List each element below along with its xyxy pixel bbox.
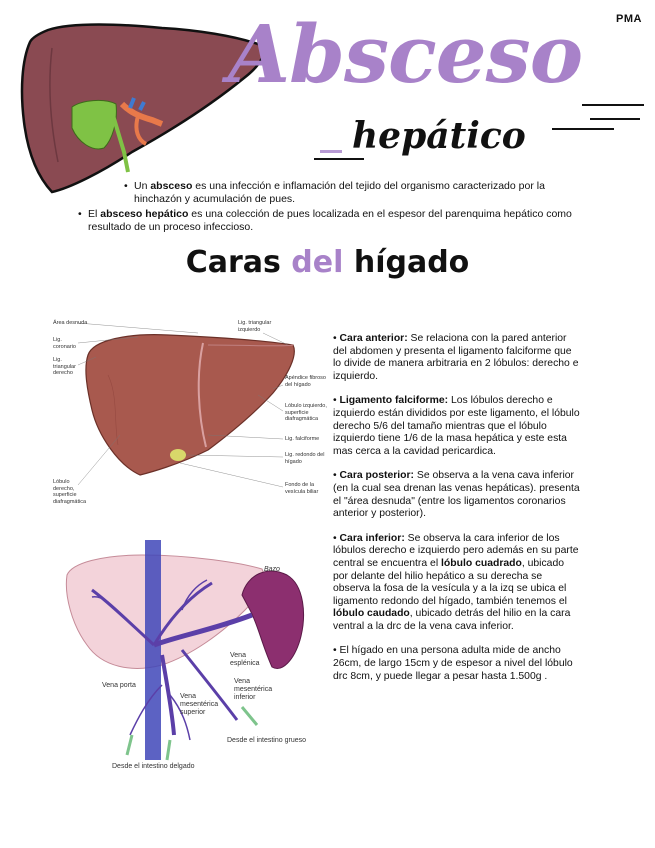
document-title: Absceso	[228, 7, 583, 101]
desc-cara-inferior: • Cara inferior: Se observa la cara inferior de los lóbulos derecho e izquierdo pero además en su parte central se encuentra el lóbulo cuadrado, ubicado por delante del hilio hepático a su derecha se observa la fosa de la vesícula y a la izq se ubica el ligamento redondo del hígado, también tenemos el lóbulo caudado, ubicado detrás del hilio en la cara ventral a la drc de la vena cava inferior.	[333, 532, 579, 632]
label-lig-triangular-izquierdo: Lig. triangular izquierdo	[238, 320, 272, 333]
label-apendice-fibroso: Apéndice fibroso del hígado	[285, 375, 326, 388]
desc-ligamento-falciforme: • Ligamento falciforme: Los lóbulos derecho e izquierdo están divididos por este ligamento, el lóbulo derecho 5/6 del tamaño mientras que el lóbulo izquierdo tiene 1/6 de la masa hepática y este esta mas cerca a la cavidad pericardica.	[333, 395, 580, 457]
intro-definitions	[78, 180, 578, 234]
label-lig-redondo: Lig. redondo del hígado	[285, 452, 325, 465]
label-desde-intestino-grueso: Desde el intestino grueso	[227, 737, 306, 744]
intro-bullet-absceso-hepatico: • El absceso hepático es una colección de pues localizada en el espesor del parenquima hepático como resultado de un proceso infeccioso.	[78, 208, 578, 234]
decor-line	[590, 118, 640, 120]
decor-line	[582, 104, 644, 106]
label-vena-mesenterica-superior: Vena mesentérica superior	[180, 693, 219, 716]
decor-line	[314, 158, 364, 160]
label-vena-esplenica: Vena esplénica	[230, 652, 260, 667]
label-lobulo-izquierdo: Lóbulo izquierdo, superficie diafragmática	[285, 403, 327, 422]
label-vena-porta: Vena porta	[102, 682, 136, 689]
label-lig-falciforme: Lig. falciforme	[285, 436, 320, 442]
decor-line	[552, 128, 614, 130]
section-title: Caras del hígado	[185, 245, 470, 280]
label-lig-coronario: Lig. coronario	[53, 337, 76, 350]
liver-anterior-figure	[48, 315, 338, 515]
label-lobulo-derecho: Lóbulo derecho, superficie diafragmática	[53, 479, 87, 505]
label-lig-triangular-derecho: Lig. triangular derecho	[53, 357, 76, 376]
header-tag: PMA	[616, 13, 642, 25]
decor-line	[320, 150, 342, 153]
document-subtitle: hepático	[352, 115, 526, 157]
label-vena-mesenterica-inferior: Vena mesentérica inferior	[234, 678, 273, 701]
intro-bullet-absceso: • Un absceso es una infección e inflamación del tejido del organismo caracterizado por la hinchazón y acumulación de pues.	[78, 180, 578, 206]
desc-medidas-higado: • El hígado en una persona adulta mide de ancho 26cm, de largo 15cm y de espesor a nivel del lóbulo drc 8cm, y puede llegar a pesar hasta 1.500g .	[333, 645, 573, 682]
label-bazo: Bazo	[264, 566, 280, 573]
label-area-desnuda: Área desnuda	[53, 320, 88, 326]
portal-vein-figure	[62, 535, 337, 775]
liver-faces-descriptions	[333, 333, 581, 695]
desc-cara-posterior: • Cara posterior: Se observa a la vena cava inferior (en la cual sea drenan las venas hepáticas). presenta el "área desnuda" (entre los ligamentos coronarios anterior y posterior).	[333, 470, 580, 520]
label-desde-intestino-delgado: Desde el intestino delgado	[112, 763, 195, 770]
desc-cara-anterior: • Cara anterior: Se relaciona con la pared anterior del abdomen y presenta el ligamento falciforme que lo divide de manera arbitraria en 2 lóbulos: derecho e izquierdo.	[333, 333, 579, 382]
label-fondo-vesicula: Fondo de la vesícula biliar	[285, 482, 319, 495]
